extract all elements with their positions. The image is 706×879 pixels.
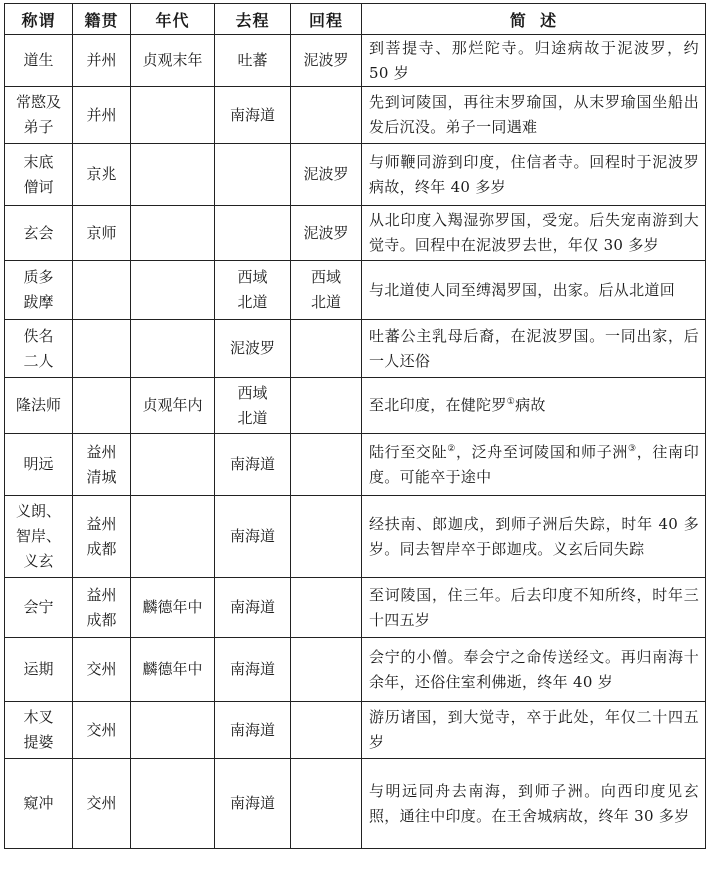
cell-era — [131, 261, 215, 320]
cell-era — [131, 35, 215, 87]
table-row — [5, 638, 706, 702]
cell-description — [362, 638, 706, 702]
cell-name — [5, 496, 73, 578]
cell-line: 交州 — [86, 720, 117, 739]
cell-line: 麟德年中 — [142, 660, 203, 678]
cell-line: 并州 — [86, 51, 117, 69]
cell-outbound — [215, 261, 291, 320]
cell-description — [362, 578, 706, 638]
cell-line: 智岸、 — [15, 527, 61, 545]
footnote-marker: ③ — [628, 443, 637, 454]
cell-line: 北道 — [237, 293, 268, 311]
cell-line: 质多 — [23, 268, 54, 286]
cell-origin — [73, 35, 131, 87]
cell-name — [5, 35, 73, 87]
cell-description — [362, 35, 706, 87]
cell-name — [5, 378, 73, 434]
cell-line: 南海道 — [229, 598, 275, 616]
cell-origin — [73, 578, 131, 638]
cell-line: 西域 — [310, 268, 341, 286]
cell-origin — [73, 87, 131, 144]
cell-line: 益州 — [86, 514, 117, 533]
cell-line: 跋摩 — [23, 293, 54, 311]
description-text: 游历诸国，到大觉寺，卒于此处，年仅二十四五岁 — [369, 708, 699, 751]
cell-line: 义玄 — [23, 552, 54, 570]
cell-line: 南海道 — [229, 455, 275, 473]
cell-return — [291, 261, 362, 320]
cell-line: 京兆 — [86, 165, 117, 183]
cell-origin — [73, 638, 131, 702]
col-header-outbound: 去程 — [215, 4, 291, 35]
table-row — [5, 206, 706, 261]
cell-description — [362, 320, 706, 378]
description-text: 至北印度，在健陀罗①病故 — [369, 396, 546, 414]
table-row — [5, 378, 706, 434]
cell-line: 南海道 — [229, 660, 275, 678]
monk-travel-table — [4, 3, 706, 849]
cell-line: 道生 — [23, 51, 54, 69]
cell-name — [5, 759, 73, 849]
cell-return — [291, 638, 362, 702]
cell-description — [362, 496, 706, 578]
cell-name — [5, 702, 73, 759]
cell-era — [131, 496, 215, 578]
cell-return — [291, 759, 362, 849]
cell-line: 成都 — [86, 610, 117, 629]
cell-origin — [73, 378, 131, 434]
cell-outbound — [215, 638, 291, 702]
description-text: 至诃陵国，住三年。后去印度不知所终，时年三十四五岁 — [369, 585, 699, 629]
cell-era — [131, 378, 215, 434]
cell-outbound — [215, 206, 291, 261]
table-row — [5, 320, 706, 378]
cell-line: 清城 — [86, 467, 117, 486]
cell-line: 二人 — [23, 351, 54, 370]
cell-description — [362, 144, 706, 206]
cell-description — [362, 378, 706, 434]
cell-line: 泥波罗 — [303, 223, 349, 242]
cell-name — [5, 434, 73, 496]
cell-outbound — [215, 378, 291, 434]
cell-line: 南海道 — [229, 105, 275, 124]
cell-line: 京师 — [86, 223, 117, 242]
cell-return — [291, 87, 362, 144]
description-text: 经扶南、郎迦戌，到师子洲后失踪，时年 40 多岁。同去智岸卒于郎迦戌。义玄后同失踪 — [369, 514, 699, 558]
description-text: 会宁的小僧。奉会宁之命传送经文。再归南海十余年，还俗住室利佛逝，终年 40 岁 — [369, 647, 699, 691]
cell-line: 麟德年中 — [142, 598, 203, 616]
cell-return — [291, 320, 362, 378]
cell-outbound — [215, 320, 291, 378]
cell-outbound — [215, 434, 291, 496]
cell-line: 僧诃 — [23, 177, 54, 196]
cell-line: 末底 — [23, 152, 54, 171]
cell-origin — [73, 261, 131, 320]
cell-line: 贞观年内 — [142, 396, 203, 414]
col-header-era: 年代 — [131, 4, 215, 35]
cell-origin — [73, 144, 131, 206]
cell-line: 南海道 — [229, 720, 275, 739]
table-row — [5, 261, 706, 320]
description-text: 与明远同舟去南海，到师子洲。向西印度见玄照，通往中印度。在王舍城病故，终年 30 多岁 — [369, 781, 699, 825]
cell-line: 佚名 — [23, 326, 54, 345]
description-text: 从北印度入羯湿弥罗国，受宠。后失宠南游到大觉寺。回程中在泥波罗去世，年仅 30 多岁 — [369, 211, 699, 254]
description-text: 先到诃陵国，再往末罗瑜国，从末罗瑜国坐船出发后沉没。弟子一同遇难 — [369, 93, 699, 136]
cell-outbound — [215, 87, 291, 144]
cell-line: 泥波罗 — [303, 165, 349, 183]
col-header-name: 称谓 — [5, 4, 73, 35]
cell-line: 西域 — [237, 383, 268, 402]
cell-line: 贞观末年 — [142, 51, 203, 69]
footnote-marker: ① — [506, 397, 516, 407]
cell-outbound — [215, 144, 291, 206]
cell-name — [5, 87, 73, 144]
cell-line: 成都 — [86, 539, 117, 558]
col-header-origin: 籍贯 — [73, 4, 131, 35]
cell-outbound — [215, 702, 291, 759]
cell-origin — [73, 496, 131, 578]
cell-line: 吐蕃 — [237, 51, 268, 69]
cell-line: 弟子 — [23, 118, 54, 136]
cell-line: 并州 — [86, 105, 117, 124]
cell-description — [362, 759, 706, 849]
table-row — [5, 434, 706, 496]
cell-line: 西域 — [237, 268, 268, 286]
cell-line: 南海道 — [229, 794, 275, 812]
table-row — [5, 35, 706, 87]
cell-return — [291, 434, 362, 496]
cell-origin — [73, 320, 131, 378]
cell-line: 泥波罗 — [303, 51, 349, 69]
cell-line: 泥波罗 — [229, 339, 275, 357]
cell-description — [362, 206, 706, 261]
cell-era — [131, 578, 215, 638]
cell-name — [5, 206, 73, 261]
cell-era — [131, 206, 215, 261]
cell-description — [362, 434, 706, 496]
cell-description — [362, 702, 706, 759]
cell-return — [291, 578, 362, 638]
description-text: 与北道使人同至缚渴罗国，出家。后从北道回 — [369, 280, 676, 299]
cell-era — [131, 87, 215, 144]
table-row — [5, 702, 706, 759]
col-header-return: 回程 — [291, 4, 362, 35]
description-text: 与师鞭同游到印度，住信者寺。回程时于泥波罗病故，终年 40 多岁 — [369, 152, 699, 196]
cell-line: 常愍及 — [15, 93, 61, 111]
cell-return — [291, 144, 362, 206]
cell-line: 交州 — [86, 794, 117, 812]
cell-return — [291, 378, 362, 434]
cell-name — [5, 261, 73, 320]
cell-line: 会宁 — [23, 598, 54, 616]
cell-origin — [73, 206, 131, 261]
cell-origin — [73, 434, 131, 496]
cell-line: 南海道 — [229, 527, 275, 545]
description-text: 陆行至交阯②，泛舟至诃陵国和师子洲③，往南印度。可能卒于途中 — [369, 442, 699, 486]
cell-line: 交州 — [86, 660, 117, 678]
cell-name — [5, 320, 73, 378]
cell-description — [362, 261, 706, 320]
cell-origin — [73, 759, 131, 849]
cell-name — [5, 638, 73, 702]
cell-line: 义朗、 — [15, 502, 61, 520]
cell-line: 益州 — [86, 585, 117, 604]
table-row — [5, 144, 706, 206]
cell-line: 北道 — [310, 293, 341, 311]
cell-outbound — [215, 578, 291, 638]
cell-origin — [73, 702, 131, 759]
cell-outbound — [215, 759, 291, 849]
cell-era — [131, 144, 215, 206]
cell-return — [291, 206, 362, 261]
table-row — [5, 578, 706, 638]
cell-line: 窥冲 — [23, 794, 54, 812]
table-row — [5, 759, 706, 849]
cell-line: 隆法师 — [15, 396, 61, 414]
cell-era — [131, 702, 215, 759]
cell-line: 木叉 — [23, 708, 54, 726]
cell-return — [291, 35, 362, 87]
cell-name — [5, 144, 73, 206]
footnote-marker: ② — [447, 443, 456, 454]
cell-return — [291, 496, 362, 578]
description-text: 到菩提寺、那烂陀寺。归途病故于泥波罗，约 50 岁 — [369, 38, 699, 82]
description-text: 吐蕃公主乳母后裔，在泥波罗国。一同出家，后一人还俗 — [369, 326, 699, 370]
cell-era — [131, 638, 215, 702]
cell-outbound — [215, 496, 291, 578]
cell-line: 益州 — [86, 442, 117, 461]
cell-era — [131, 320, 215, 378]
cell-line: 提婆 — [23, 733, 54, 751]
table-row — [5, 496, 706, 578]
cell-return — [291, 702, 362, 759]
cell-line: 玄会 — [23, 223, 54, 242]
cell-line: 运期 — [23, 660, 54, 678]
cell-line: 明远 — [23, 455, 54, 473]
cell-era — [131, 434, 215, 496]
cell-line: 北道 — [237, 408, 268, 427]
col-header-description: 简 述 — [362, 4, 706, 35]
cell-outbound — [215, 35, 291, 87]
header-row — [5, 4, 706, 35]
cell-name — [5, 578, 73, 638]
cell-description — [362, 87, 706, 144]
cell-era — [131, 759, 215, 849]
table-row — [5, 87, 706, 144]
